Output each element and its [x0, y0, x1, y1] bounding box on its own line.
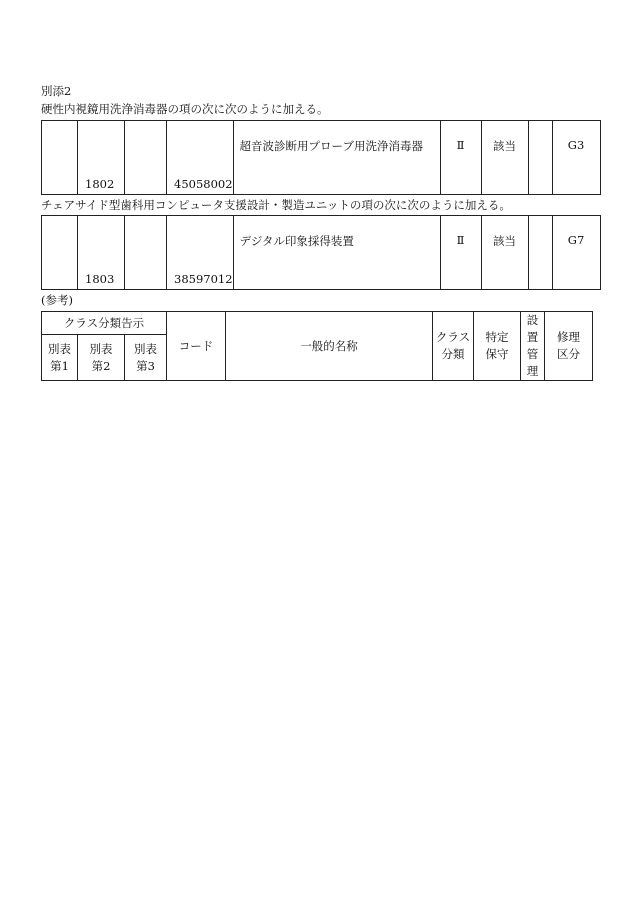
- header-installation-management: [521, 312, 545, 381]
- block1-intro: 硬性内視鏡用洗浄消毒器の項の次に次のように加える。: [41, 102, 329, 116]
- header-class: [433, 312, 474, 381]
- cell-general-name: 超音波診断用プローブ用洗浄消毒器: [233, 121, 440, 195]
- cell-table1: [42, 216, 78, 290]
- entry-table-2: [41, 215, 601, 290]
- cell-table1: [42, 121, 78, 195]
- entry-row-1: [42, 121, 601, 195]
- cell-table2-code: 1803: [78, 216, 125, 290]
- entry-row-2: [42, 216, 601, 290]
- header-table3: [125, 335, 167, 381]
- header-installation-line3: 管: [526, 347, 539, 361]
- entry-table-1: [41, 120, 601, 195]
- header-table3-line2: 第3: [136, 358, 155, 373]
- cell-table3: [125, 121, 167, 195]
- cell-repair-category: G3: [552, 121, 600, 195]
- header-table2-line2: 第2: [91, 358, 111, 373]
- header-table2-line1: 別表: [89, 341, 113, 356]
- cell-class: Ⅱ: [440, 121, 481, 195]
- cell-code: 45058002: [167, 121, 234, 195]
- cell-installation-management: [528, 121, 552, 195]
- header-table1: [42, 335, 78, 381]
- header-table3-line1: 別表: [134, 341, 157, 356]
- cell-table3: [125, 216, 167, 290]
- header-code: コード: [167, 312, 226, 381]
- cell-code: 38597012: [167, 216, 234, 290]
- cell-specified-maintenance: 該当: [481, 121, 528, 195]
- reference-header-table: [41, 311, 593, 381]
- cell-repair-category: G7: [552, 216, 600, 290]
- header-repair-line1: 修理: [557, 330, 580, 344]
- header-class-line2: 分類: [441, 347, 465, 361]
- header-table1-line1: 別表: [48, 341, 71, 356]
- header-installation-line2: 置: [526, 330, 539, 344]
- cell-table2-code: 1802: [78, 121, 125, 195]
- header-specified-line2: 保守: [485, 347, 509, 361]
- cell-general-name: デジタル印象採得装置: [233, 216, 440, 290]
- section-label: 別添2: [41, 84, 72, 98]
- cell-specified-maintenance: 該当: [481, 216, 528, 290]
- cell-installation-management: [528, 216, 552, 290]
- header-installation-line1: 設: [526, 313, 539, 327]
- header-class-notice: クラス分類告示: [42, 312, 167, 335]
- header-table2: [78, 335, 125, 381]
- cell-class: Ⅱ: [440, 216, 481, 290]
- block2-intro: チェアサイド型歯科用コンピュータ支援設計・製造ユニットの項の次に次のように加える。: [41, 198, 511, 212]
- header-specified-line1: 特定: [485, 330, 509, 344]
- header-table1-line2: 第1: [50, 358, 69, 373]
- header-class-line1: クラス: [435, 330, 471, 344]
- header-specified-maintenance: [474, 312, 521, 381]
- header-installation-line4: 理: [526, 364, 539, 378]
- reference-label: (参考): [41, 293, 73, 307]
- header-repair-line2: 区分: [557, 347, 580, 361]
- header-general-name: 一般的名称: [226, 312, 433, 381]
- reference-header-row-1: [42, 312, 593, 335]
- header-repair-category: [545, 312, 593, 381]
